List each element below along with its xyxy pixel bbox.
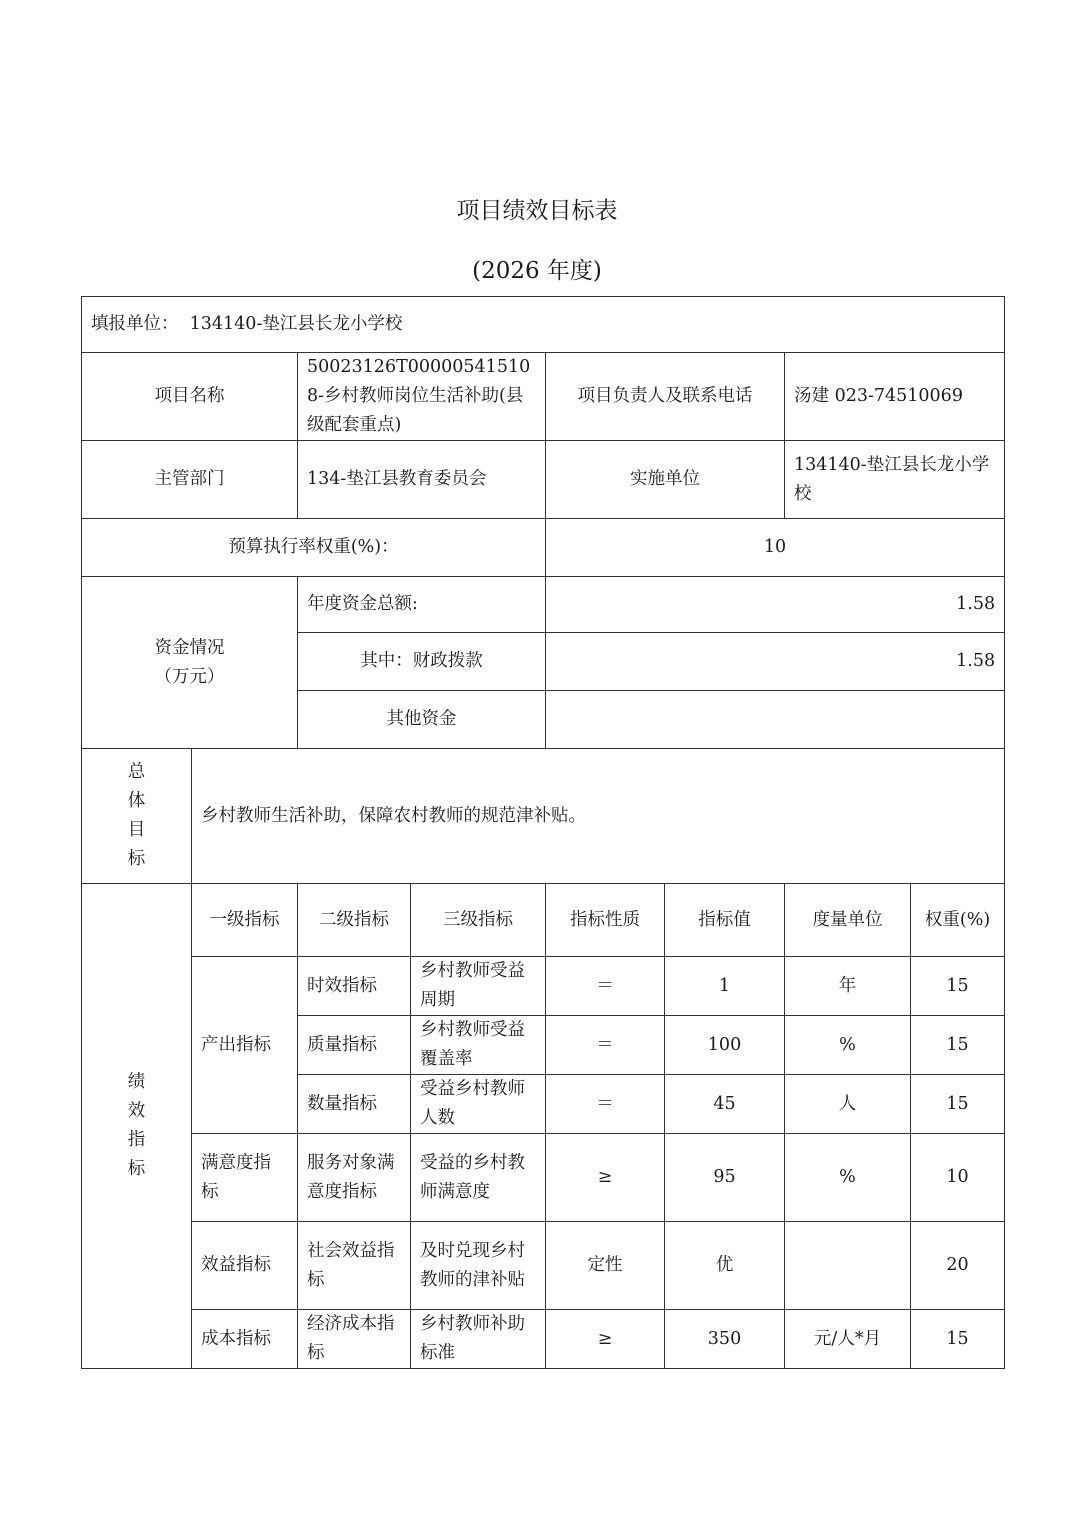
funds-fiscal-label: 其中：财政拨款 xyxy=(298,633,546,691)
header-level2: 二级指标 xyxy=(298,884,411,957)
unit-label: 填报单位： xyxy=(91,314,179,334)
table-row xyxy=(82,1134,1005,1222)
level2-cell: 社会效益指标 xyxy=(298,1222,411,1310)
nature-cell: ＝ xyxy=(546,1016,665,1075)
level2-cell: 经济成本指标 xyxy=(298,1310,411,1369)
level3-cell: 受益的乡村教师满意度 xyxy=(411,1134,546,1222)
project-contact-label: 项目负责人及联系电话 xyxy=(546,353,785,441)
project-contact-value: 汤建 023-74510069 xyxy=(785,353,1005,441)
value-cell: 350 xyxy=(665,1310,785,1369)
perf-char: 标 xyxy=(127,1159,146,1179)
impl-value: 134140-垫江县长龙小学校 xyxy=(785,441,1005,519)
dept-row xyxy=(82,441,1005,519)
table-row xyxy=(82,957,1005,1016)
unit-cell: 人 xyxy=(785,1075,911,1134)
unit-cell: 年 xyxy=(785,957,911,1016)
weight-cell: 10 xyxy=(911,1134,1005,1222)
funds-fiscal-value: 1.58 xyxy=(546,633,1005,691)
level2-cell: 数量指标 xyxy=(298,1075,411,1134)
nature-cell: ≥ xyxy=(546,1134,665,1222)
perf-char: 指 xyxy=(127,1130,146,1150)
project-name-value: 50023126T000005415108-乡村教师岗位生活补助(县级配套重点) xyxy=(298,353,546,441)
table-row xyxy=(82,1310,1005,1369)
level2-cell: 服务对象满意度指标 xyxy=(298,1134,411,1222)
unit-cell: 元/人*月 xyxy=(785,1310,911,1369)
value-cell: 1 xyxy=(665,957,785,1016)
level1-satisfaction: 满意度指标 xyxy=(192,1134,298,1222)
weight-cell: 15 xyxy=(911,1075,1005,1134)
performance-table xyxy=(81,296,1005,1369)
level1-benefit: 效益指标 xyxy=(192,1222,298,1310)
impl-label: 实施单位 xyxy=(546,441,785,519)
weight-cell: 15 xyxy=(911,1016,1005,1075)
overall-char: 体 xyxy=(127,791,146,811)
header-level3: 三级指标 xyxy=(411,884,546,957)
funds-total-value: 1.58 xyxy=(546,577,1005,633)
perf-header-row xyxy=(82,884,1005,957)
funds-other-label: 其他资金 xyxy=(298,691,546,749)
dept-label: 主管部门 xyxy=(82,441,298,519)
funds-unit: （万元） xyxy=(154,666,225,687)
value-cell: 100 xyxy=(665,1016,785,1075)
value-cell: 45 xyxy=(665,1075,785,1134)
perf-char: 效 xyxy=(127,1101,146,1121)
overall-goal-text: 乡村教师生活补助，保障农村教师的规范津补贴。 xyxy=(192,749,1005,884)
level3-cell: 受益乡村教师人数 xyxy=(411,1075,546,1134)
budget-rate-label: 预算执行率权重(%)： xyxy=(82,519,546,577)
level2-cell: 时效指标 xyxy=(298,957,411,1016)
budget-rate-row xyxy=(82,519,1005,577)
overall-goal-label xyxy=(82,749,192,884)
level1-cost: 成本指标 xyxy=(192,1310,298,1369)
level3-cell: 乡村教师受益覆盖率 xyxy=(411,1016,546,1075)
funds-total-row xyxy=(82,577,1005,633)
header-unit: 度量单位 xyxy=(785,884,911,957)
header-value: 指标值 xyxy=(665,884,785,957)
header-nature: 指标性质 xyxy=(546,884,665,957)
page-year: (2026 年度) xyxy=(472,258,602,284)
level2-cell: 质量指标 xyxy=(298,1016,411,1075)
unit-row xyxy=(82,297,1005,353)
project-row xyxy=(82,353,1005,441)
nature-cell: ＝ xyxy=(546,957,665,1016)
funds-total-label: 年度资金总额: xyxy=(298,577,546,633)
dept-value: 134-垫江县教育委员会 xyxy=(298,441,546,519)
unit-value: 134140-垫江县长龙小学校 xyxy=(189,314,403,334)
level1-output: 产出指标 xyxy=(192,957,298,1134)
level3-cell: 及时兑现乡村教师的津补贴 xyxy=(411,1222,546,1310)
unit-cell: % xyxy=(785,1134,911,1222)
funds-label: 资金情况 xyxy=(154,637,225,658)
nature-cell: ＝ xyxy=(546,1075,665,1134)
overall-char: 标 xyxy=(127,849,146,869)
value-cell: 95 xyxy=(665,1134,785,1222)
funds-other-value xyxy=(546,691,1005,749)
perf-label xyxy=(82,884,192,1369)
overall-goal-row xyxy=(82,749,1005,884)
page-title: 项目绩效目标表 xyxy=(456,198,618,224)
perf-char: 绩 xyxy=(127,1072,146,1092)
funds-label-cell xyxy=(82,577,298,749)
table-row xyxy=(82,1222,1005,1310)
level3-cell: 乡村教师补助标准 xyxy=(411,1310,546,1369)
budget-rate-value: 10 xyxy=(546,519,1005,577)
overall-char: 目 xyxy=(127,820,146,840)
weight-cell: 15 xyxy=(911,957,1005,1016)
header-weight: 权重(%) xyxy=(911,884,1005,957)
header-level1: 一级指标 xyxy=(192,884,298,957)
unit-cell: % xyxy=(785,1016,911,1075)
overall-char: 总 xyxy=(127,762,146,782)
project-name-label: 项目名称 xyxy=(82,353,298,441)
nature-cell: 定性 xyxy=(546,1222,665,1310)
weight-cell: 15 xyxy=(911,1310,1005,1369)
weight-cell: 20 xyxy=(911,1222,1005,1310)
unit-cell xyxy=(82,297,1005,353)
unit-cell xyxy=(785,1222,911,1310)
nature-cell: ≥ xyxy=(546,1310,665,1369)
level3-cell: 乡村教师受益周期 xyxy=(411,957,546,1016)
value-cell: 优 xyxy=(665,1222,785,1310)
